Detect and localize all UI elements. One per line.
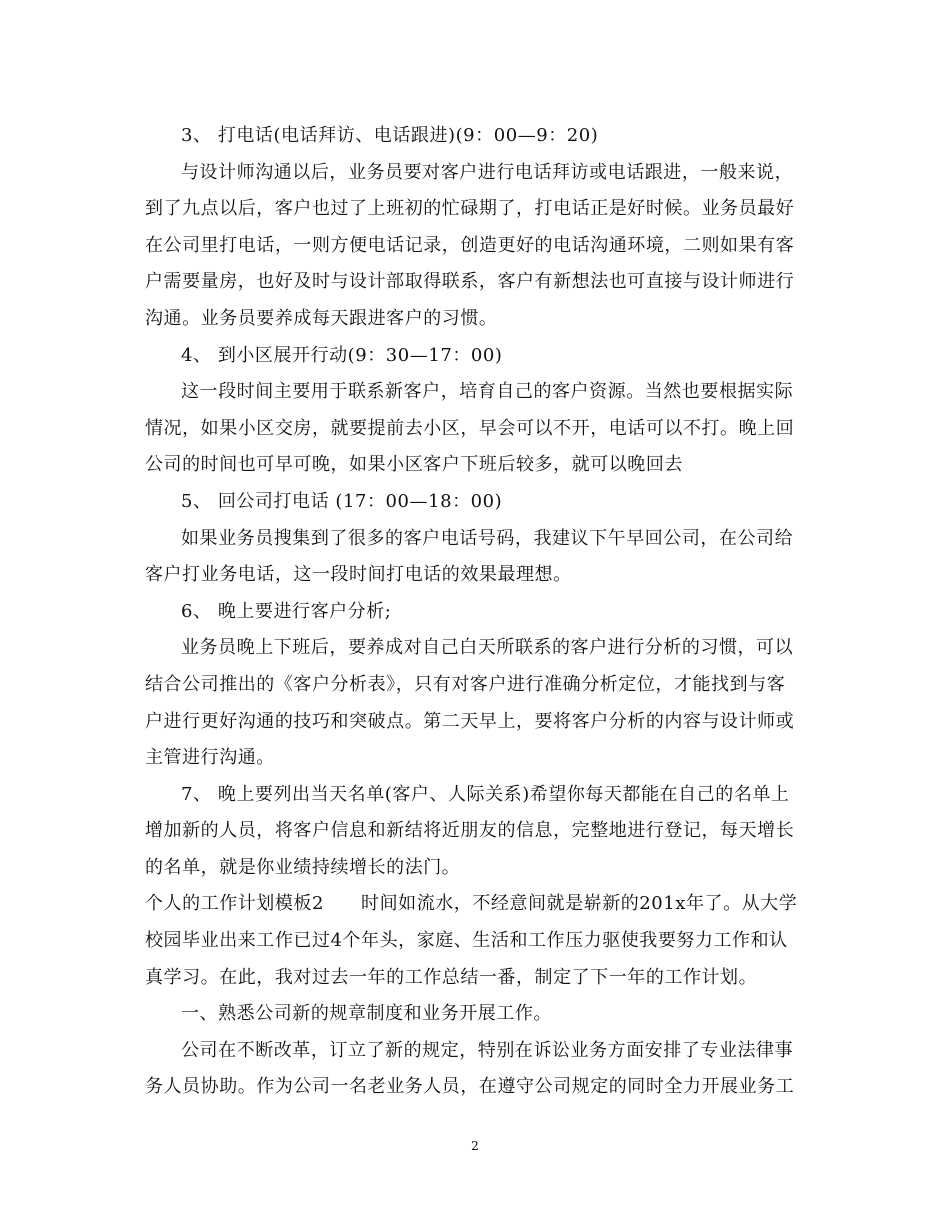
text-line: 户进行更好沟通的技巧和突破点。第二天早上，要将客户分析的内容与设计师或 (145, 710, 795, 732)
document-body (145, 118, 805, 1106)
text-line: 个人的工作计划模板2 时间如流水，不经意间就是崭新的201x年了。从大学 (145, 893, 798, 915)
text-line: 一、熟悉公司新的规章制度和业务开展工作。 (181, 1003, 552, 1025)
text-line: 业务员晚上下班后，要养成对自己白天所联系的客户进行分析的习惯，可以 (181, 637, 794, 659)
text-line: 6、 晚上要进行客户分析; (181, 600, 392, 622)
text-line: 4、 到小区展开行动(9：30—17：00) (181, 344, 503, 366)
text-line: 5、 回公司打电话 (17：00—18：00) (181, 490, 503, 512)
text-line: 7、 晚上要列出当天名单(客户、人际关系)希望你每天都能在自己的名单上 (181, 783, 790, 805)
text-line: 校园毕业出来工作已过4个年头，家庭、生活和工作压力驱使我要努力工作和认 (145, 930, 788, 952)
text-line: 公司的时间也可早可晚，如果小区客户下班后较多，就可以晚回去 (145, 454, 683, 476)
text-line: 情况，如果小区交房，就要提前去小区，早会可以不开，电话可以不打。晚上回 (145, 417, 795, 439)
page-number: 2 (471, 1139, 479, 1153)
text-line: 真学习。在此，我对过去一年的工作总结一番，制定了下一年的工作计划。 (145, 966, 758, 988)
text-line: 客户打业务电话，这一段时间打电话的效果最理想。 (145, 564, 572, 586)
text-line: 3、 打电话(电话拜访、电话跟进)(9：00—9：20) (181, 125, 599, 146)
text-line: 结合公司推出的《客户分析表》，只有对客户进行准确分析定位，才能找到与客 (145, 673, 786, 695)
text-line: 主管进行沟通。 (145, 747, 275, 769)
text-line: 务人员协助。作为公司一名老业务人员，在遵守公司规定的同时全力开展业务工 (145, 1076, 795, 1098)
text-line: 这一段时间主要用于联系新客户，培育自己的客户资源。当然也要根据实际 (181, 381, 794, 403)
text-line: 户需要量房，也好及时与设计部取得联系，客户有新想法也可直接与设计师进行 (145, 271, 795, 293)
text-line: 在公司里打电话，一则方便电话记录，创造更好的电话沟通环境，二则如果有客 (145, 234, 795, 256)
text-line: 公司在不断改革，订立了新的规定，特别在诉讼业务方面安排了专业法律事 (181, 1039, 794, 1061)
text-line: 到了九点以后，客户也过了上班初的忙碌期了，打电话正是好时候。业务员最好 (145, 198, 795, 220)
text-line: 增加新的人员，将客户信息和新结将近朋友的信息，完整地进行登记，每天增长 (145, 820, 795, 842)
text-line: 如果业务员搜集到了很多的客户电话号码，我建议下午早回公司，在公司给 (181, 527, 794, 549)
text-line: 沟通。业务员要养成每天跟进客户的习惯。 (145, 307, 498, 329)
text-line: 与设计师沟通以后，业务员要对客户进行电话拜访或电话跟进，一般来说， (181, 161, 794, 183)
text-line: 的名单，就是你业绩持续增长的法门。 (145, 856, 461, 878)
